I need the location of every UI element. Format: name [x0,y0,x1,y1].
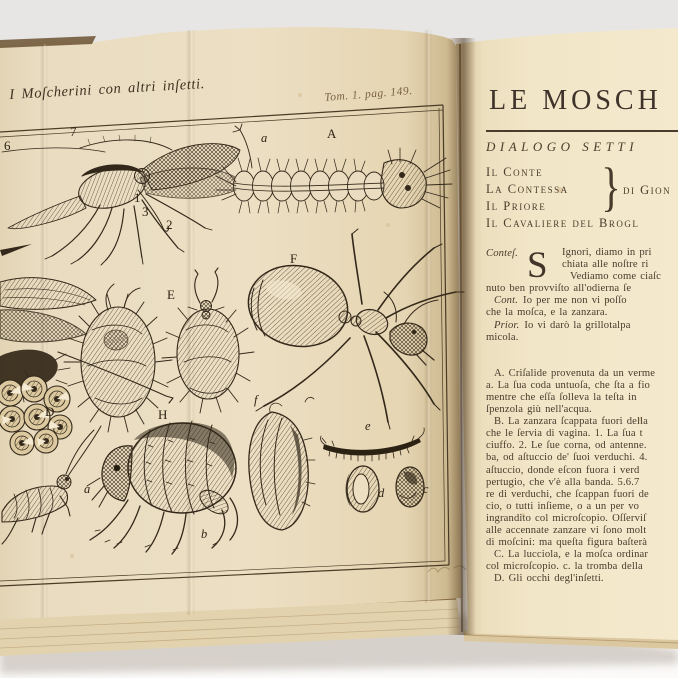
figure-label: a [84,482,91,496]
text-line: Ignori, diamo in pri [562,247,652,258]
title-divider [486,130,678,132]
text-line: ingrandito col microſcopio. Oſſerviſ [486,512,647,524]
paragraph-lines [486,368,678,416]
figure-label: H [158,407,168,422]
dialog-text [486,247,678,585]
drop-cap: S [527,245,548,286]
text-line: ſpenzola giù nell'acqua. [486,404,592,416]
figure-label: b [201,527,208,541]
text-line: D. Gli occhi degl'inſetti. [494,573,604,585]
speaker-label: Prior. [494,319,520,331]
fold-crease [424,30,432,603]
paragraph-lines [486,332,678,344]
speaker-label: Cont. [494,295,519,307]
text-line: chiata alle noſtre ri [562,259,649,271]
text-line: nuto ben provviſto all'odierna ſe [486,283,632,295]
text-line: aſtuccio, donde eſcon fuora i verd [486,464,640,476]
paragraph-legend-C [486,549,678,573]
speaker-label: Conteſ. [486,248,518,259]
figure-label: 3 [142,204,149,219]
paragraph-legend-B [486,416,678,549]
text-line [486,320,678,332]
text-line: cio, o tutti inſieme, o a un per vo [486,500,640,512]
paragraph-lines [486,307,678,319]
text-line: Vediamo come ciaſc [570,271,661,283]
paragraph-legend-A [486,368,678,416]
speech-text: Io vi darò la grillotalpa [524,319,631,331]
page-title: LE MOSCH [489,85,662,116]
figure-label: f [254,393,258,407]
right-page [486,84,678,585]
text-line: C. La lucciola, e la moſca ordinar [494,549,649,561]
text-line: mentre che eſſa ſolleva la teſta in [486,391,637,403]
text-line: re di verduchi, che ſcappan fuori de [486,488,649,500]
paragraph-contessa [486,247,678,295]
figure-label: A [327,126,337,141]
text-line: ba, od aſtuccio de' ſuoi verduchi. 4. [486,452,648,464]
plate-caption: I Moſcherini con altri inſetti. [9,76,206,103]
figure-label: D [45,404,55,419]
cast-brace: } [601,157,621,217]
plate-page-reference-handwritten: Tom. 1. pag. 149. [324,85,413,104]
text-line: pertugio, che v'è alla banda. 5.6.7 [486,476,640,488]
text-line: che la moſca, e la zanzara. [486,307,608,319]
text-line: B. La zanzara ſcappata fuori della [494,416,649,428]
paragraph-lines [486,416,678,549]
figure-label: 6 [4,138,11,153]
text-line [486,295,678,307]
figure-label: E [167,287,175,302]
paragraph-lines [486,549,678,573]
figure-label: F [290,251,298,266]
figure-label: 7 [70,124,77,139]
text-line: di moſcini: ma queſta figura baſterà [486,537,648,549]
text-line: micola. [486,331,519,343]
cast-rows [486,164,678,232]
section-heading: DIALOGO SETTI [486,139,639,154]
figure-label: a [261,131,268,145]
figure-label: d [378,486,385,500]
paragraph-legend-D [486,573,678,585]
cast-list [486,157,678,237]
text-line: ciuffo. 2. Le ſue corna, od antenne. [486,440,647,452]
cast-note: di Gion [623,183,672,197]
paragraph-conte [486,295,678,319]
cast-member: Il Priore [486,199,547,213]
figure-label: e [365,419,371,433]
cast-member: La Contessa [486,182,569,196]
speech-text: Io per me non vi poſſo [523,295,627,307]
text-line: che le ſervia di vagina. 1. La ſua t [486,428,643,440]
text-line: alle accennate zanzare vi ſono molt [486,524,647,536]
text-line: col microſcopio. c. la tromba della [486,561,643,573]
text-line: a. La ſua coda untuoſa, che ſta a fio [486,379,650,391]
paragraph-lines [486,573,678,585]
cast-member: Il Conte [486,165,544,179]
figure-label: 1 [134,190,141,205]
paragraph-priore [486,320,678,344]
cast-member: Il Cavaliere del Brogl [486,216,640,230]
figure-label: 2 [166,217,173,232]
text-line: A. Criſalide provenuta da un verme [494,367,656,379]
figure-label: c [423,482,429,496]
